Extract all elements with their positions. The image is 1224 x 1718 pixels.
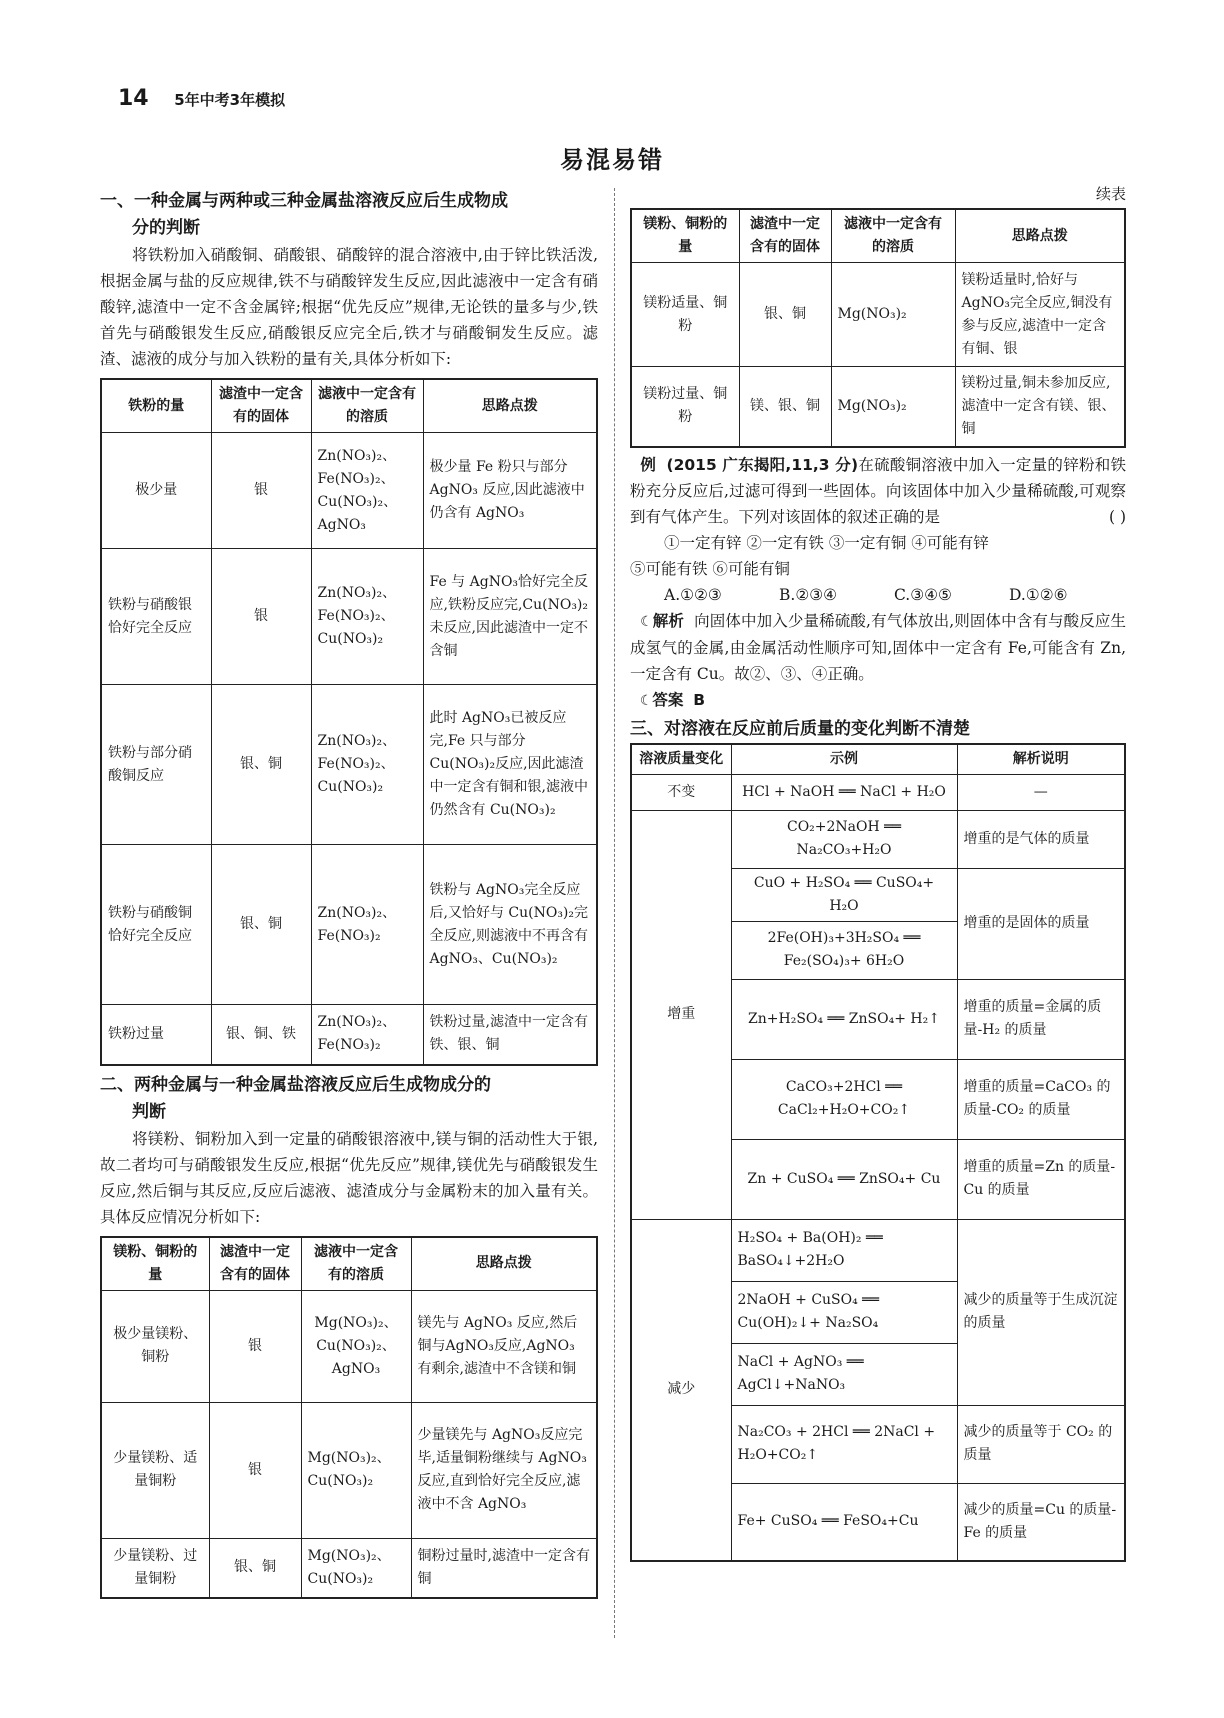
table-header: 滤渣中一定含有的固体 <box>739 209 831 263</box>
table-cell: 此时 AgNO₃已被反应完,Fe 只与部分 Cu(NO₃)₂反应,因此滤渣中一定含有铜和银,滤液中仍然含有 Cu(NO₃)₂ <box>423 685 597 845</box>
table-cell: 减少 <box>631 1219 731 1561</box>
iron-powder-table <box>100 378 598 1066</box>
section3-heading: 三、对溶液在反应前后质量的变化判断不清楚 <box>630 718 970 739</box>
table-row <box>101 845 597 1005</box>
table-cell: 铁粉与 AgNO₃完全反应后,又恰好与 Cu(NO₃)₂完全反应,则滤液中不再含有 AgNO₃、Cu(NO₃)₂ <box>423 845 597 1005</box>
mass-change-table <box>630 743 1126 1563</box>
example-options-1: ①一定有锌 ②一定有铁 ③一定有铜 ④可能有锌 <box>664 533 989 552</box>
table-cell: 增重的质量=CaCO₃ 的质量-CO₂ 的质量 <box>957 1059 1125 1139</box>
table-cell: 镁、银、铜 <box>739 367 831 447</box>
table-cell: 增重 <box>631 810 731 1219</box>
table-header: 滤液中一定含有的溶质 <box>831 209 955 263</box>
table-cell: 银、铜 <box>211 845 311 1005</box>
table-cell: 2NaOH + CuSO₄ ══ Cu(OH)₂↓+ Na₂SO₄ <box>731 1281 957 1343</box>
table-row <box>631 774 1125 810</box>
book-title: 5年中考3年模拟 <box>174 91 286 109</box>
mg-cu-table-continued <box>630 208 1126 448</box>
crescent-icon: ☾ <box>639 692 653 709</box>
table-cell: 镁粉适量、铜粉 <box>631 263 739 367</box>
choice-b: B.②③④ <box>779 585 838 604</box>
table-cell: Mg(NO₃)₂ <box>831 263 955 367</box>
table-header: 示例 <box>731 744 957 775</box>
table-cell: NaCl + AgNO₃ ══ AgCl↓+NaNO₃ <box>731 1343 957 1405</box>
section1-paragraph: 将铁粉加入硝酸铜、硝酸银、硝酸锌的混合溶液中,由于锌比铁活泼,根据金属与盐的反应规律,铁不与硝酸锌发生反应,因此滤液中一定含有硝酸锌,滤渣中一定不含金属锌;根据“优先反应”规律,无论铁的量多与少,铁首先与硝酸银发生反应,硝酸银反应完全后,铁才与硝酸铜发生反应。滤渣、滤液的成分与加入铁粉的量有关,具体分析如下: <box>100 246 598 368</box>
table-cell: Mg(NO₃)₂、Cu(NO₃)₂ <box>301 1402 411 1538</box>
table-cell: Zn(NO₃)₂、Fe(NO₃)₂ <box>311 1005 423 1065</box>
table-cell: 银 <box>211 549 311 685</box>
table-cell: Zn(NO₃)₂、Fe(NO₃)₂、Cu(NO₃)₂ <box>311 549 423 685</box>
table-cell: Mg(NO₃)₂、Cu(NO₃)₂、AgNO₃ <box>301 1290 411 1402</box>
table-cell: 增重的质量=金属的质量-H₂ 的质量 <box>957 979 1125 1059</box>
section2-paragraph: 将镁粉、铜粉加入到一定量的硝酸银溶液中,镁与铜的活动性大于银,故二者均可与硝酸银发生反应,根据“优先反应”规律,镁优先与硝酸银发生反应,然后铜与其反应,反应后滤液、滤渣成分与金属粉末的加入量有关。具体反应情况分析如下: <box>100 1129 598 1226</box>
table-cell: 银、铜、铁 <box>211 1005 311 1065</box>
table-row <box>101 685 597 845</box>
table-cell: 少量镁先与 AgNO₃反应完毕,适量铜粉继续与 AgNO₃ 反应,直到恰好完全反应,滤液中不含 AgNO₃ <box>411 1402 597 1538</box>
table-row <box>101 1402 597 1538</box>
table-cell: 增重的是气体的质量 <box>957 810 1125 868</box>
table-cell: Mg(NO₃)₂ <box>831 367 955 447</box>
example-choices <box>630 582 1126 608</box>
table-cell: HCl + NaOH ══ NaCl + H₂O <box>731 774 957 810</box>
table-header: 镁粉、铜粉的量 <box>101 1237 209 1291</box>
table-cell: 镁粉适量时,恰好与 AgNO₃完全反应,铜没有参与反应,滤渣中一定含有铜、银 <box>955 263 1125 367</box>
example-answer: ☾答案 B <box>630 687 1126 714</box>
table-cell: Mg(NO₃)₂、Cu(NO₃)₂ <box>301 1538 411 1598</box>
table-cell: 银 <box>209 1290 301 1402</box>
table-header: 思路点拨 <box>423 379 597 433</box>
table-cell: 铁粉与硝酸铜恰好完全反应 <box>101 845 211 1005</box>
table-cell: 少量镁粉、适量铜粉 <box>101 1402 209 1538</box>
table-row <box>101 1005 597 1065</box>
left-column <box>100 188 598 1599</box>
table-cell: 增重的质量=Zn 的质量-Cu 的质量 <box>957 1139 1125 1219</box>
table-cell: 银、铜 <box>209 1538 301 1598</box>
page-header <box>118 86 285 111</box>
example-label: 例 <box>640 455 657 474</box>
continued-label: 续表 <box>1095 185 1126 203</box>
column-divider <box>614 188 615 1638</box>
table-cell: CuO + H₂SO₄ ══ CuSO₄+ H₂O <box>731 868 957 921</box>
table-cell: 减少的质量等于 CO₂ 的质量 <box>957 1405 1125 1483</box>
table-cell: Zn(NO₃)₂、Fe(NO₃)₂、Cu(NO₃)₂、AgNO₃ <box>311 433 423 549</box>
example-source: (2015 广东揭阳,11,3 分) <box>666 455 859 474</box>
table-cell: 镁粉过量,铜未参加反应,滤渣中一定含有镁、银、铜 <box>955 367 1125 447</box>
table-cell: 少量镁粉、过量铜粉 <box>101 1538 209 1598</box>
example-stem: 例 (2015 广东揭阳,11,3 分)在硫酸铜溶液中加入一定量的锌粉和铁粉充分反应后,过滤可得到一些固体。向该固体中加入少量稀硫酸,可观察到有气体产生。下列对该固体的叙述正确的是 ( ) <box>630 452 1126 530</box>
table-cell: 银、铜 <box>739 263 831 367</box>
table-row <box>631 1219 1125 1281</box>
page-number: 14 <box>118 86 149 111</box>
table-cell: — <box>957 774 1125 810</box>
table-header: 铁粉的量 <box>101 379 211 433</box>
table-cell: 镁粉过量、铜粉 <box>631 367 739 447</box>
table-cell: H₂SO₄ + Ba(OH)₂ ══ BaSO₄↓+2H₂O <box>731 1219 957 1281</box>
table-cell: 镁先与 AgNO₃ 反应,然后铜与AgNO₃反应,AgNO₃ 有剩余,滤渣中不含镁和铜 <box>411 1290 597 1402</box>
section1-heading: 一、一种金属与两种或三种金属盐溶液反应后生成物成 分的判断 <box>100 191 508 238</box>
table-cell: 增重的是固体的质量 <box>957 868 1125 979</box>
table-cell: 不变 <box>631 774 731 810</box>
table-cell: 减少的质量等于生成沉淀的质量 <box>957 1219 1125 1405</box>
table-cell: 银、铜 <box>211 685 311 845</box>
table-header: 滤液中一定含有的溶质 <box>301 1237 411 1291</box>
table-header: 滤渣中一定含有的固体 <box>211 379 311 433</box>
table-cell: Zn(NO₃)₂、Fe(NO₃)₂ <box>311 845 423 1005</box>
section2-heading: 二、两种金属与一种金属盐溶液反应后生成物成分的 判断 <box>100 1074 491 1122</box>
table-cell: Fe+ CuSO₄ ══ FeSO₄+Cu <box>731 1483 957 1561</box>
right-column <box>630 185 1126 1562</box>
table-cell: 极少量 <box>101 433 211 549</box>
choice-c: C.③④⑤ <box>894 585 952 604</box>
table-cell: 减少的质量=Cu 的质量-Fe 的质量 <box>957 1483 1125 1561</box>
table-header: 溶液质量变化 <box>631 744 731 775</box>
crescent-icon: ☾ <box>640 613 653 630</box>
table-cell: 极少量镁粉、铜粉 <box>101 1290 209 1402</box>
table-cell: 铁粉与硝酸银恰好完全反应 <box>101 549 211 685</box>
example-options-2: ⑤可能有铁 ⑥可能有铜 <box>630 559 790 578</box>
page-title: 易混易错 <box>560 146 664 174</box>
table-row <box>101 433 597 549</box>
table-cell: Zn+H₂SO₄ ══ ZnSO₄+ H₂↑ <box>731 979 957 1059</box>
table-cell: 2Fe(OH)₃+3H₂SO₄ ══ Fe₂(SO₄)₃+ 6H₂O <box>731 921 957 979</box>
table-cell: 铁粉过量 <box>101 1005 211 1065</box>
table-row <box>631 810 1125 868</box>
table-cell: CaCO₃+2HCl ══ CaCl₂+H₂O+CO₂↑ <box>731 1059 957 1139</box>
table-cell: 铁粉与部分硝酸铜反应 <box>101 685 211 845</box>
answer-bracket: ( ) <box>1108 507 1126 526</box>
table-row <box>101 1290 597 1402</box>
example-analysis: ☾解析 向固体中加入少量稀硫酸,有气体放出,则固体中含有与酸反应生成氢气的金属,由金属活动性顺序可知,固体中一定含有 Fe,可能含有 Zn,一定含有 Cu。故②、③、④正确。 <box>630 608 1126 687</box>
table-cell: 银 <box>211 433 311 549</box>
table-header: 解析说明 <box>957 744 1125 775</box>
table-cell: 银 <box>209 1402 301 1538</box>
table-cell: Zn(NO₃)₂、Fe(NO₃)₂、Cu(NO₃)₂ <box>311 685 423 845</box>
table-cell: 铜粉过量时,滤渣中一定含有铜 <box>411 1538 597 1598</box>
table-header: 滤液中一定含有的溶质 <box>311 379 423 433</box>
table-row <box>631 367 1125 447</box>
choice-a: A.①②③ <box>664 585 722 604</box>
table-cell: Na₂CO₃ + 2HCl ══ 2NaCl + H₂O+CO₂↑ <box>731 1405 957 1483</box>
table-row <box>101 549 597 685</box>
table-row <box>101 1538 597 1598</box>
table-cell: 极少量 Fe 粉只与部分 AgNO₃ 反应,因此滤液中仍含有 AgNO₃ <box>423 433 597 549</box>
table-row <box>631 263 1125 367</box>
table-cell: CO₂+2NaOH ══ Na₂CO₃+H₂O <box>731 810 957 868</box>
choice-d: D.①②⑥ <box>1009 585 1068 604</box>
table-cell: Zn + CuSO₄ ══ ZnSO₄+ Cu <box>731 1139 957 1219</box>
table-header: 滤渣中一定含有的固体 <box>209 1237 301 1291</box>
table-cell: Fe 与 AgNO₃恰好完全反应,铁粉反应完,Cu(NO₃)₂未反应,因此滤渣中一定不含铜 <box>423 549 597 685</box>
mg-cu-table <box>100 1236 598 1600</box>
table-header: 思路点拨 <box>411 1237 597 1291</box>
table-header: 思路点拨 <box>955 209 1125 263</box>
table-cell: 铁粉过量,滤渣中一定含有铁、银、铜 <box>423 1005 597 1065</box>
table-header: 镁粉、铜粉的量 <box>631 209 739 263</box>
